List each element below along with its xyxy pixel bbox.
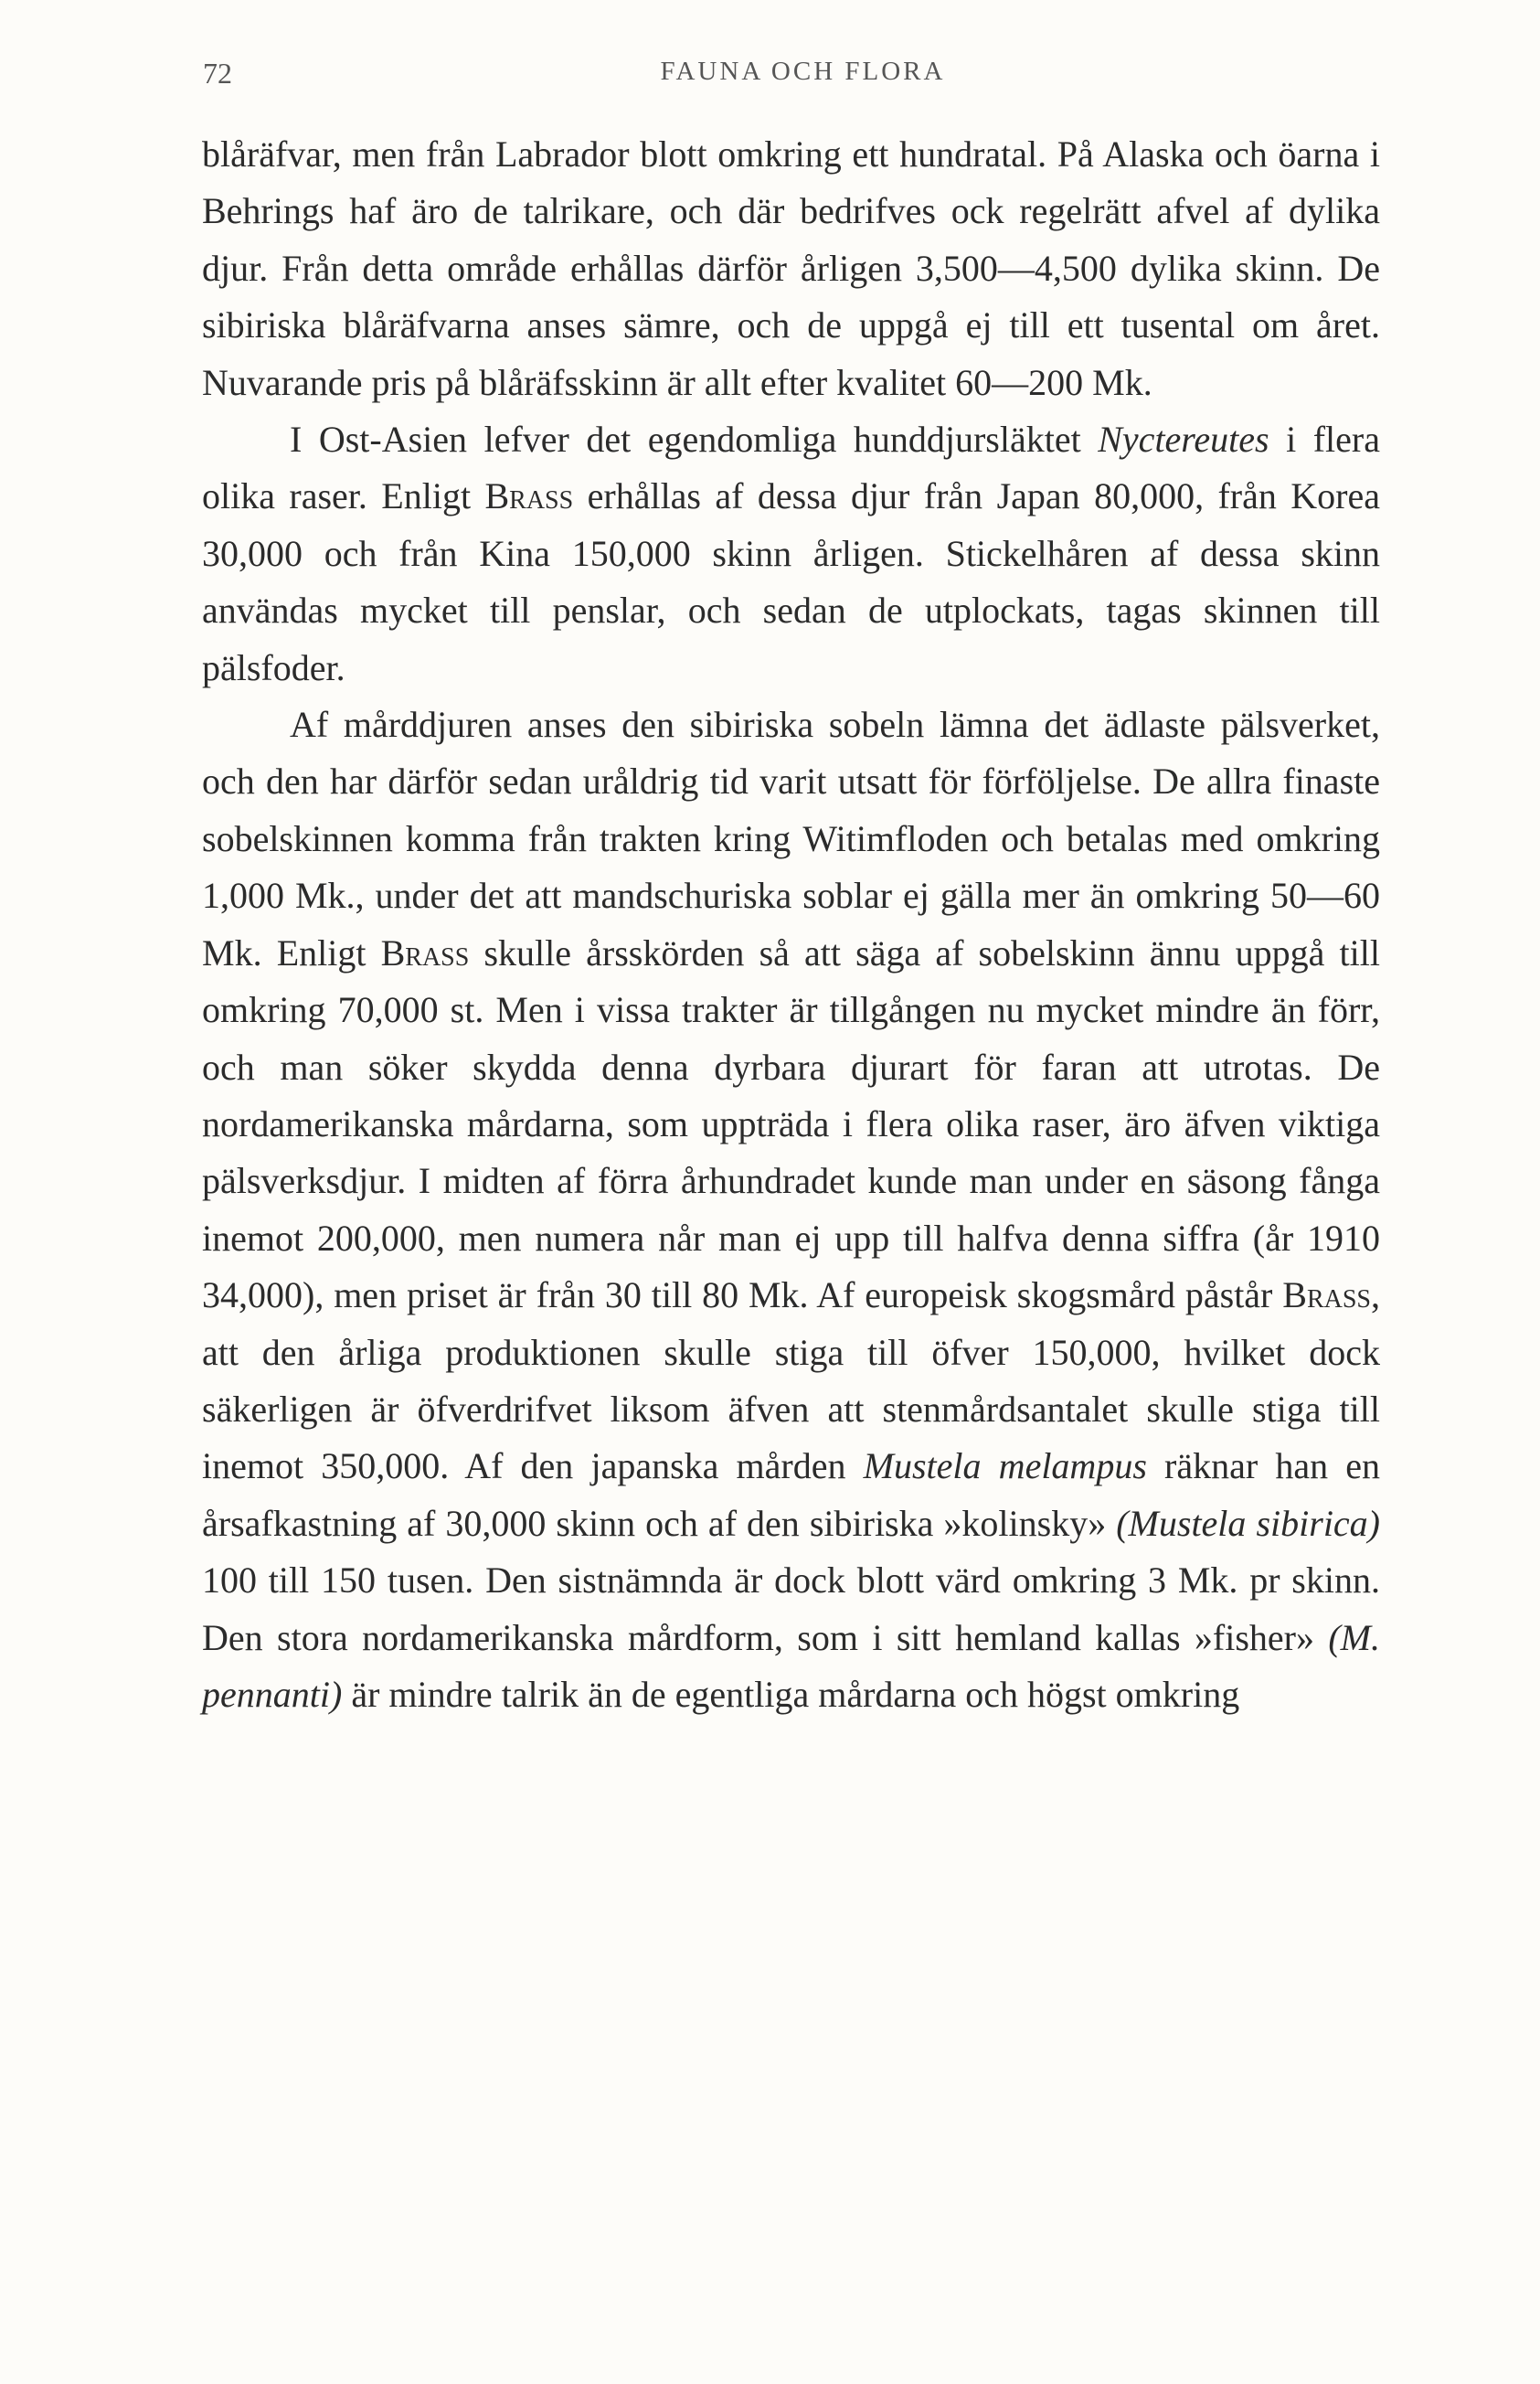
author-name: Brass	[380, 931, 470, 974]
italic-term: Nyctereutes	[1098, 419, 1269, 461]
body-text	[202, 126, 1380, 1723]
paragraph	[202, 126, 1380, 411]
paragraph	[202, 411, 1380, 697]
author-name: Brass	[1282, 1274, 1371, 1316]
author-name: Brass	[484, 475, 574, 517]
text-run: är mindre talrik än de egentliga mårdarna och högst omkring	[342, 1673, 1240, 1715]
running-title: FAUNA OCH FLORA	[660, 57, 946, 86]
text-run: I Ost-Asien lefver det egendomliga hunddjursläktet	[290, 419, 1099, 461]
text-run: blåräfvar, men från Labrador blott omkring ett hundratal. På Alaska och öarna i Behrings haf äro de talrikare, och där bedrifves ock regelrätt afvel af dylika djur. Från detta område erhållas därför årligen 3,500—4,500 dylika skinn. De sibiriska blåräfvarna anses sämre, och de uppgå ej till ett tusental om året. Nuvarande pris på blåräfsskinn är allt efter kvalitet 60—200 Mk.	[202, 133, 1380, 403]
page-number: 72	[203, 57, 232, 90]
text-run: 100 till 150 tusen. Den sistnämnda är dock blott värd omkring 3 Mk. pr skinn. Den stora nordamerikanska mårdform, som i sitt hemland kallas »fisher»	[202, 1559, 1380, 1658]
text-run: erhållas af dessa djur från Japan 80,000, från Korea 30,000 och från Kina 150,000 skinn årligen. Stickelhåren af dessa skinn användas mycket till penslar, och sedan de utplockats, tagas skinnen till pälsfoder.	[202, 475, 1380, 688]
text-run: Af mårddjuren anses den sibiriska sobeln lämna det ädlaste pälsverket, och den har därför sedan uråldrig tid varit utsatt för förföljelse. De allra finaste sobelskinnen komma från trakten kring Witimfloden och betalas med omkring 1,000 Mk., under det att mandschuriska soblar ej gälla mer än omkring 50—60 Mk. Enligt	[202, 704, 1380, 974]
text-run: i flera olika raser. Enligt	[202, 419, 1380, 517]
text-run: skulle årsskörden så att säga af sobelskinn ännu uppgå till omkring 70,000 st. Men i vissa trakter är tillgången nu mycket mindre än förr, och man söker skydda denna dyrbara djurart för faran att utrotas. De nordamerikanska mårdarna, som uppträda i flera olika raser, äro äfven viktiga pälsverksdjur. I midten af förra århundradet kunde man under en säsong fånga inemot 200,000, men numera når man ej upp till halfva denna siffra (år 1910 34,000), men priset är från 30 till 80 Mk. Af europeisk skogsmård påstår	[202, 931, 1380, 1316]
paragraph	[202, 697, 1380, 1723]
italic-term: (Mustela sibirica)	[1116, 1502, 1381, 1544]
italic-term: (M. pennanti)	[202, 1616, 1380, 1715]
text-run: räknar han en årsafkastning af 30,000 skinn och af den sibiriska »kolinsky»	[202, 1445, 1381, 1544]
italic-term: Mustela melampus	[863, 1445, 1147, 1487]
text-run: , att den årliga produktionen skulle stiga till öfver 150,000, hvilket dock säkerligen är öfverdrifvet liksom äfven att stenmårdsantalet skulle stiga till inemot 350,000. Af den japanska mården	[202, 1274, 1380, 1487]
